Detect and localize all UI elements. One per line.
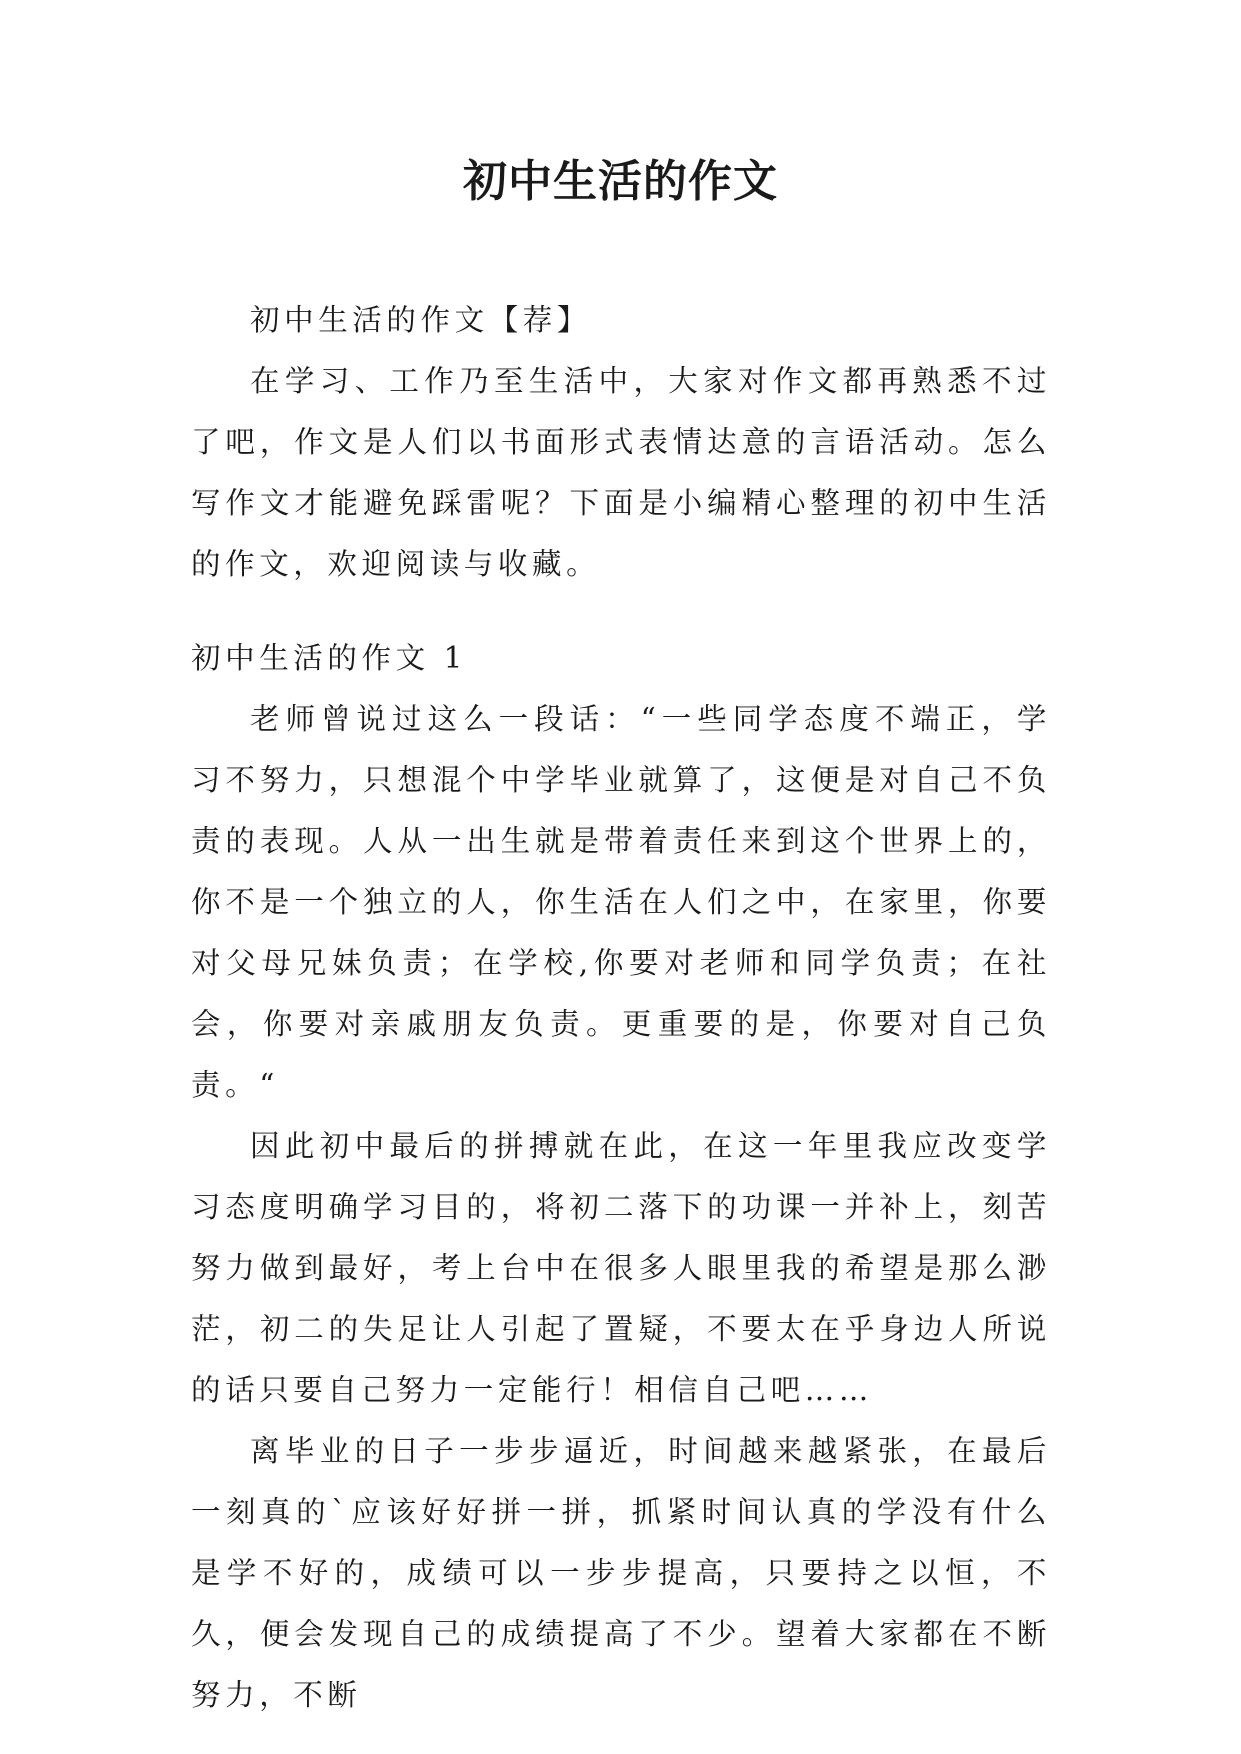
document-body [191,290,1051,1726]
section-spacer [191,595,1051,628]
page-title: 初中生活的作文 [463,156,778,207]
body-paragraph-1: 老师曾说过这么一段话：“一些同学态度不端正，学习不努力，只想混个中学毕业就算了，这便是对自己不负责的表现。人从一出生就是带着责任来到这个世界上的，你不是一个独立的人，你生活在人们之中，在家里，你要对父母兄妹负责；在学校,你要对老师和同学负责；在社会，你要对亲戚朋友负责。更重要的是，你要对自己负责。“ [191,702,1051,1102]
body-paragraph-2: 因此初中最后的拼搏就在此，在这一年里我应改变学习态度明确学习目的，将初二落下的功课一并补上，刻苦努力做到最好，考上台中在很多人眼里我的希望是那么渺茫，初二的失足让人引起了置疑，不要太在乎身边人所说的话只要自己努力一定能行！相信自己吧…… [191,1129,1051,1407]
subtitle-line: 初中生活的作文【荐】 [250,303,592,337]
section-heading: 初中生活的作文 1 [191,641,468,675]
body-paragraph-3: 离毕业的日子一步步逼近，时间越来越紧张，在最后一刻真的`应该好好拼一拼，抓紧时间认真的学没有什么是学不好的，成绩可以一步步提高，只要持之以恒，不久，便会发现自己的成绩提高了不少。望着大家都在不断努力，不断 [191,1434,1051,1712]
intro-paragraph: 在学习、工作乃至生活中，大家对作文都再熟悉不过了吧，作文是人们以书面形式表情达意的言语活动。怎么写作文才能避免踩雷呢？下面是小编精心整理的初中生活的作文，欢迎阅读与收藏。 [191,364,1051,581]
